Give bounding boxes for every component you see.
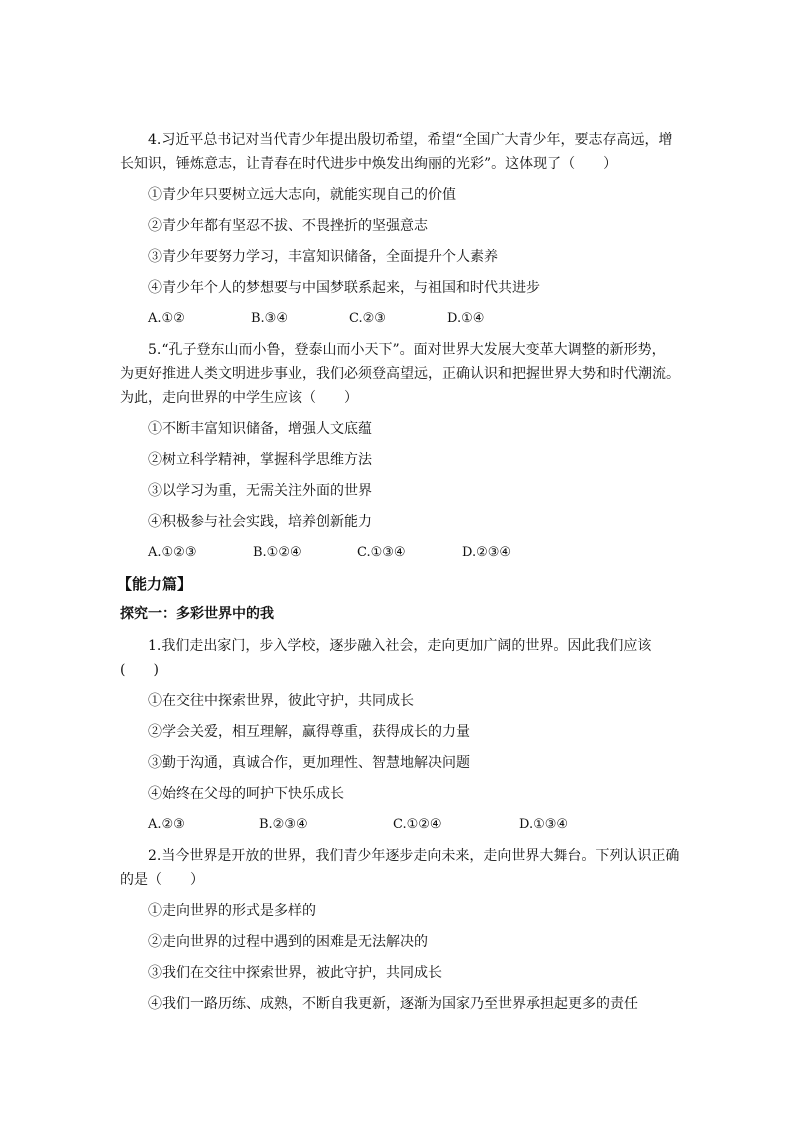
ability-question-2-stem-line-2: 的是（ ） xyxy=(120,872,204,888)
question-4-option-2: ②青少年都有坚忍不拔、不畏挫折的坚强意志 xyxy=(148,218,428,234)
question-4-choices xyxy=(120,307,676,331)
question-5-choice-a: A.①②③ xyxy=(148,545,197,560)
question-5-choices xyxy=(120,541,676,565)
ability-question-1-choice-c: C.①②④ xyxy=(393,817,442,832)
question-5-stem-line-2: 为更好推进人类文明进步事业，我们必须登高望远，正确认识和把握世界大势和时代潮流。 xyxy=(120,366,680,382)
ability-question-1-choice-d: D.①③④ xyxy=(519,817,569,832)
ability-question-2 xyxy=(120,844,680,1016)
section-subtitle: 探究一：多彩世界中的我 xyxy=(120,606,274,622)
question-4-option-3: ③青少年要努力学习，丰富知识储备，全面提升个人素养 xyxy=(148,249,498,265)
question-4-option-1: ①青少年只要树立远大志向，就能实现自己的价值 xyxy=(148,187,456,203)
ability-question-2-option-1: ①走向世界的形式是多样的 xyxy=(148,903,316,919)
question-4 xyxy=(120,128,676,331)
question-4-stem-line-2: 长知识，锤炼意志，让青春在时代进步中焕发出绚丽的光彩”。这体现了（ ） xyxy=(120,156,618,172)
question-5-option-3: ③以学习为重，无需关注外面的世界 xyxy=(148,483,372,499)
question-4-choice-d: D.①④ xyxy=(447,311,485,326)
question-5-stem-line-1: 5.“孔子登东山而小鲁，登泰山而小天下”。面对世界大发展大变革大调整的新形势， xyxy=(148,342,666,358)
question-5 xyxy=(120,338,680,565)
ability-question-2-option-3: ③我们在交往中探索世界，被此守护，共同成长 xyxy=(148,965,442,981)
ability-question-2-stem-line-1: 2.当今世界是开放的世界，我们青少年逐步走向未来，走向世界大舞台。下列认识正确 xyxy=(148,848,680,864)
question-5-choice-c: C.①③④ xyxy=(357,545,406,560)
section-title: 【能力篇】 xyxy=(117,575,193,593)
question-5-option-2: ②树立科学精神，掌握科学思维方法 xyxy=(148,452,372,468)
document-content xyxy=(117,128,680,1023)
question-4-option-4: ④青少年个人的梦想要与中国梦联系起来，与祖国和时代共进步 xyxy=(148,280,540,296)
question-4-choice-a: A.①② xyxy=(148,311,185,326)
ability-question-1-stem-line-1: 1.我们走出家门，步入学校，逐步融入社会，走向更加广阔的世界。因此我们应该 xyxy=(148,638,652,654)
question-5-option-4: ④积极参与社会实践，培养创新能力 xyxy=(148,514,372,530)
ability-question-1-choices xyxy=(120,813,676,837)
ability-question-1-choice-a: A.②③ xyxy=(148,817,185,832)
question-5-choice-d: D.②③④ xyxy=(462,545,512,560)
question-5-choice-b: B.①②④ xyxy=(253,545,302,560)
ability-question-1-option-4: ④始终在父母的呵护下快乐成长 xyxy=(148,786,344,802)
ability-question-1-choice-b: B.②③④ xyxy=(259,817,308,832)
question-4-choice-b: B.③④ xyxy=(251,311,288,326)
question-5-option-1: ①不断丰富知识储备，增强人文底蕴 xyxy=(148,421,372,437)
ability-question-1-option-2: ②学会关爱，相互理解，赢得尊重，获得成长的力量 xyxy=(148,724,470,740)
ability-question-1 xyxy=(120,634,676,837)
ability-question-1-option-3: ③勤于沟通，真诚合作，更加理性、智慧地解决问题 xyxy=(148,755,470,771)
ability-question-1-option-1: ①在交往中探索世界，彼此守护，共同成长 xyxy=(148,693,414,709)
ability-question-2-option-2: ②走向世界的过程中遇到的困难是无法解决的 xyxy=(148,934,428,950)
question-4-stem-line-1: 4.习近平总书记对当代青少年提出殷切希望，希望“全国广大青少年，要志存高远，增 xyxy=(148,132,673,148)
question-4-choice-c: C.②③ xyxy=(349,311,386,326)
question-5-stem-line-3: 为此，走向世界的中学生应该（ ） xyxy=(120,390,358,406)
ability-question-2-option-4: ④我们一路历练、成熟，不断自我更新，逐渐为国家乃至世界承担起更多的责任 xyxy=(148,996,638,1012)
ability-question-1-stem-line-2: ( ) xyxy=(120,662,159,678)
